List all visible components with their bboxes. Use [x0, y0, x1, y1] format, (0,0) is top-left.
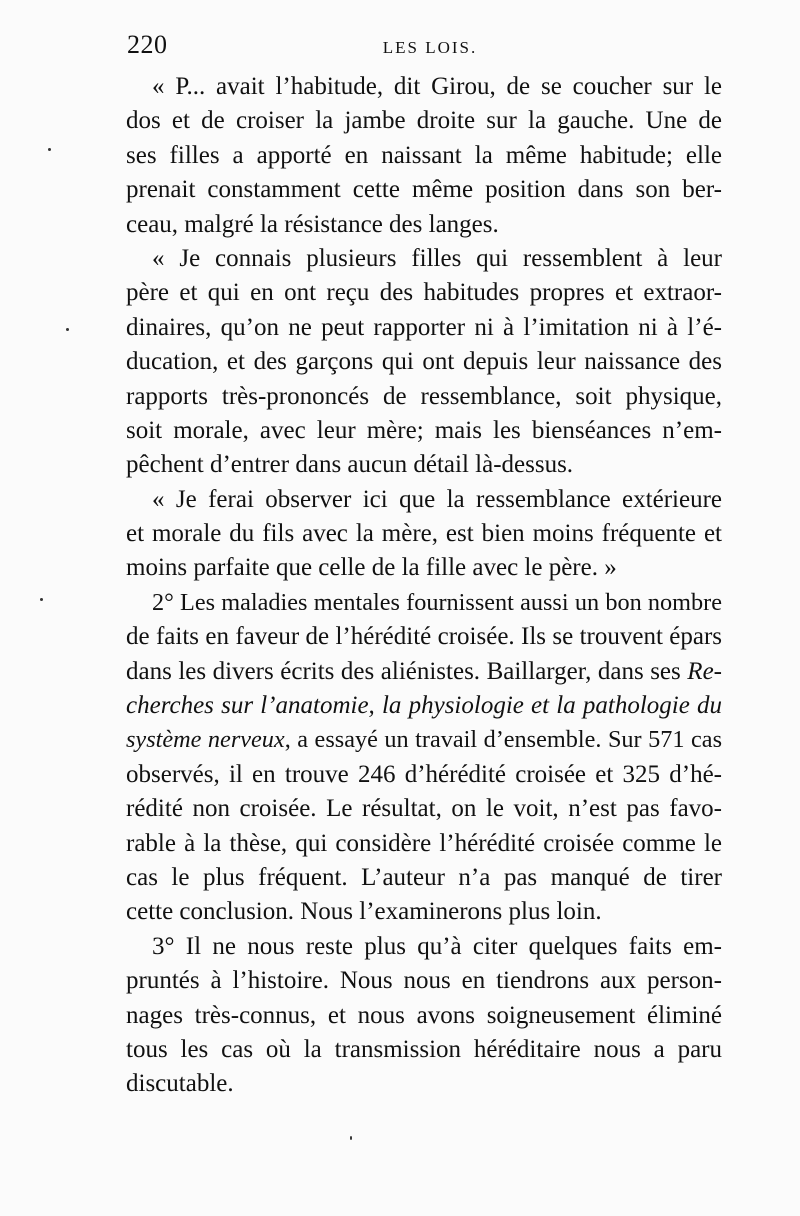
page-header — [0, 28, 800, 68]
text-line: « Je connais plusieurs filles qui ressemblent à leur — [152, 244, 722, 272]
text-line: et morale du fils avec la mère, est bien moins fréquente et — [126, 520, 722, 548]
body-text — [126, 70, 722, 1102]
text-line: discutable. — [126, 1070, 234, 1098]
text-line: cette conclusion. Nous l’examinerons plus loin. — [126, 898, 602, 926]
text-line: dinaires, qu’on ne peut rapporter ni à l’imitation ni à l’é- — [126, 313, 722, 341]
paper-speck — [48, 148, 51, 151]
text-line: système nerveux, a essayé un travail d’ensemble. Sur 571 cas — [126, 726, 723, 754]
text-line: ducation, et des garçons qui ont depuis leur naissance des — [126, 348, 722, 376]
paper-speck — [40, 598, 43, 601]
text-line: dans les divers écrits des aliénistes. Baillarger, dans ses Re- — [126, 657, 722, 685]
text-line — [126, 689, 722, 723]
text-line: rapports très-prononcés de ressemblance, soit physique, — [126, 382, 722, 410]
text-line: dos et de croiser la jambe droite sur la gauche. Une de — [126, 107, 722, 135]
text-line: « Je ferai observer ici que la ressemblance extérieure — [152, 485, 722, 513]
paper-speck — [66, 328, 69, 331]
text-line: soit morale, avec leur mère; mais les bienséances n’em- — [126, 416, 722, 444]
text-line: rédité non croisée. Le résultat, on le voit, n’est pas favo- — [126, 795, 722, 823]
page-number: 220 — [127, 30, 168, 59]
text-line: père et qui en ont reçu des habitudes propres et extraor- — [126, 279, 722, 307]
text-line: nages très-connus, et nous avons soigneusement éliminé — [126, 1001, 722, 1029]
text-line: rable à la thèse, qui considère l’hérédité croisée comme le — [126, 829, 722, 857]
text-line: pruntés à l’histoire. Nous nous en tiendrons aux person- — [126, 967, 722, 995]
text-line: observés, il en trouve 246 d’hérédité croisée et 325 d’hé- — [126, 760, 722, 788]
running-title: LES LOIS. — [382, 38, 478, 57]
text-line: ceau, malgré la résistance des langes. — [126, 210, 499, 238]
paper-speck — [350, 1136, 352, 1140]
text-line: moins parfaite que celle de la fille avec le père. » — [126, 554, 617, 582]
text-line: 3° Il ne nous reste plus qu’à citer quelques faits em- — [152, 932, 722, 960]
text-line: 2° Les maladies mentales fournissent aussi un bon nombre — [152, 588, 722, 616]
text-line: tous les cas où la transmission héréditaire nous a paru — [126, 1035, 722, 1063]
text-line: de faits en faveur de l’hérédité croisée. Ils se trouvent épars — [126, 623, 722, 651]
text-line: pêchent d’entrer dans aucun détail là-dessus. — [126, 451, 574, 479]
text-line: « P... avait l’habitude, dit Girou, de se coucher sur le — [152, 73, 722, 100]
italic-title-text: système nerveux — [126, 726, 285, 754]
text-line: prenait constamment cette même position dans son ber- — [126, 176, 722, 204]
italic-title-text: cherches sur l’anatomie, la physiologie et la pathologie du — [126, 692, 722, 720]
italic-title-text: Re- — [687, 657, 722, 685]
text-line: cas le plus fréquent. L’auteur n’a pas manqué de tirer — [126, 863, 722, 891]
text-line: ses filles a apporté en naissant la même habitude; elle — [126, 141, 722, 169]
